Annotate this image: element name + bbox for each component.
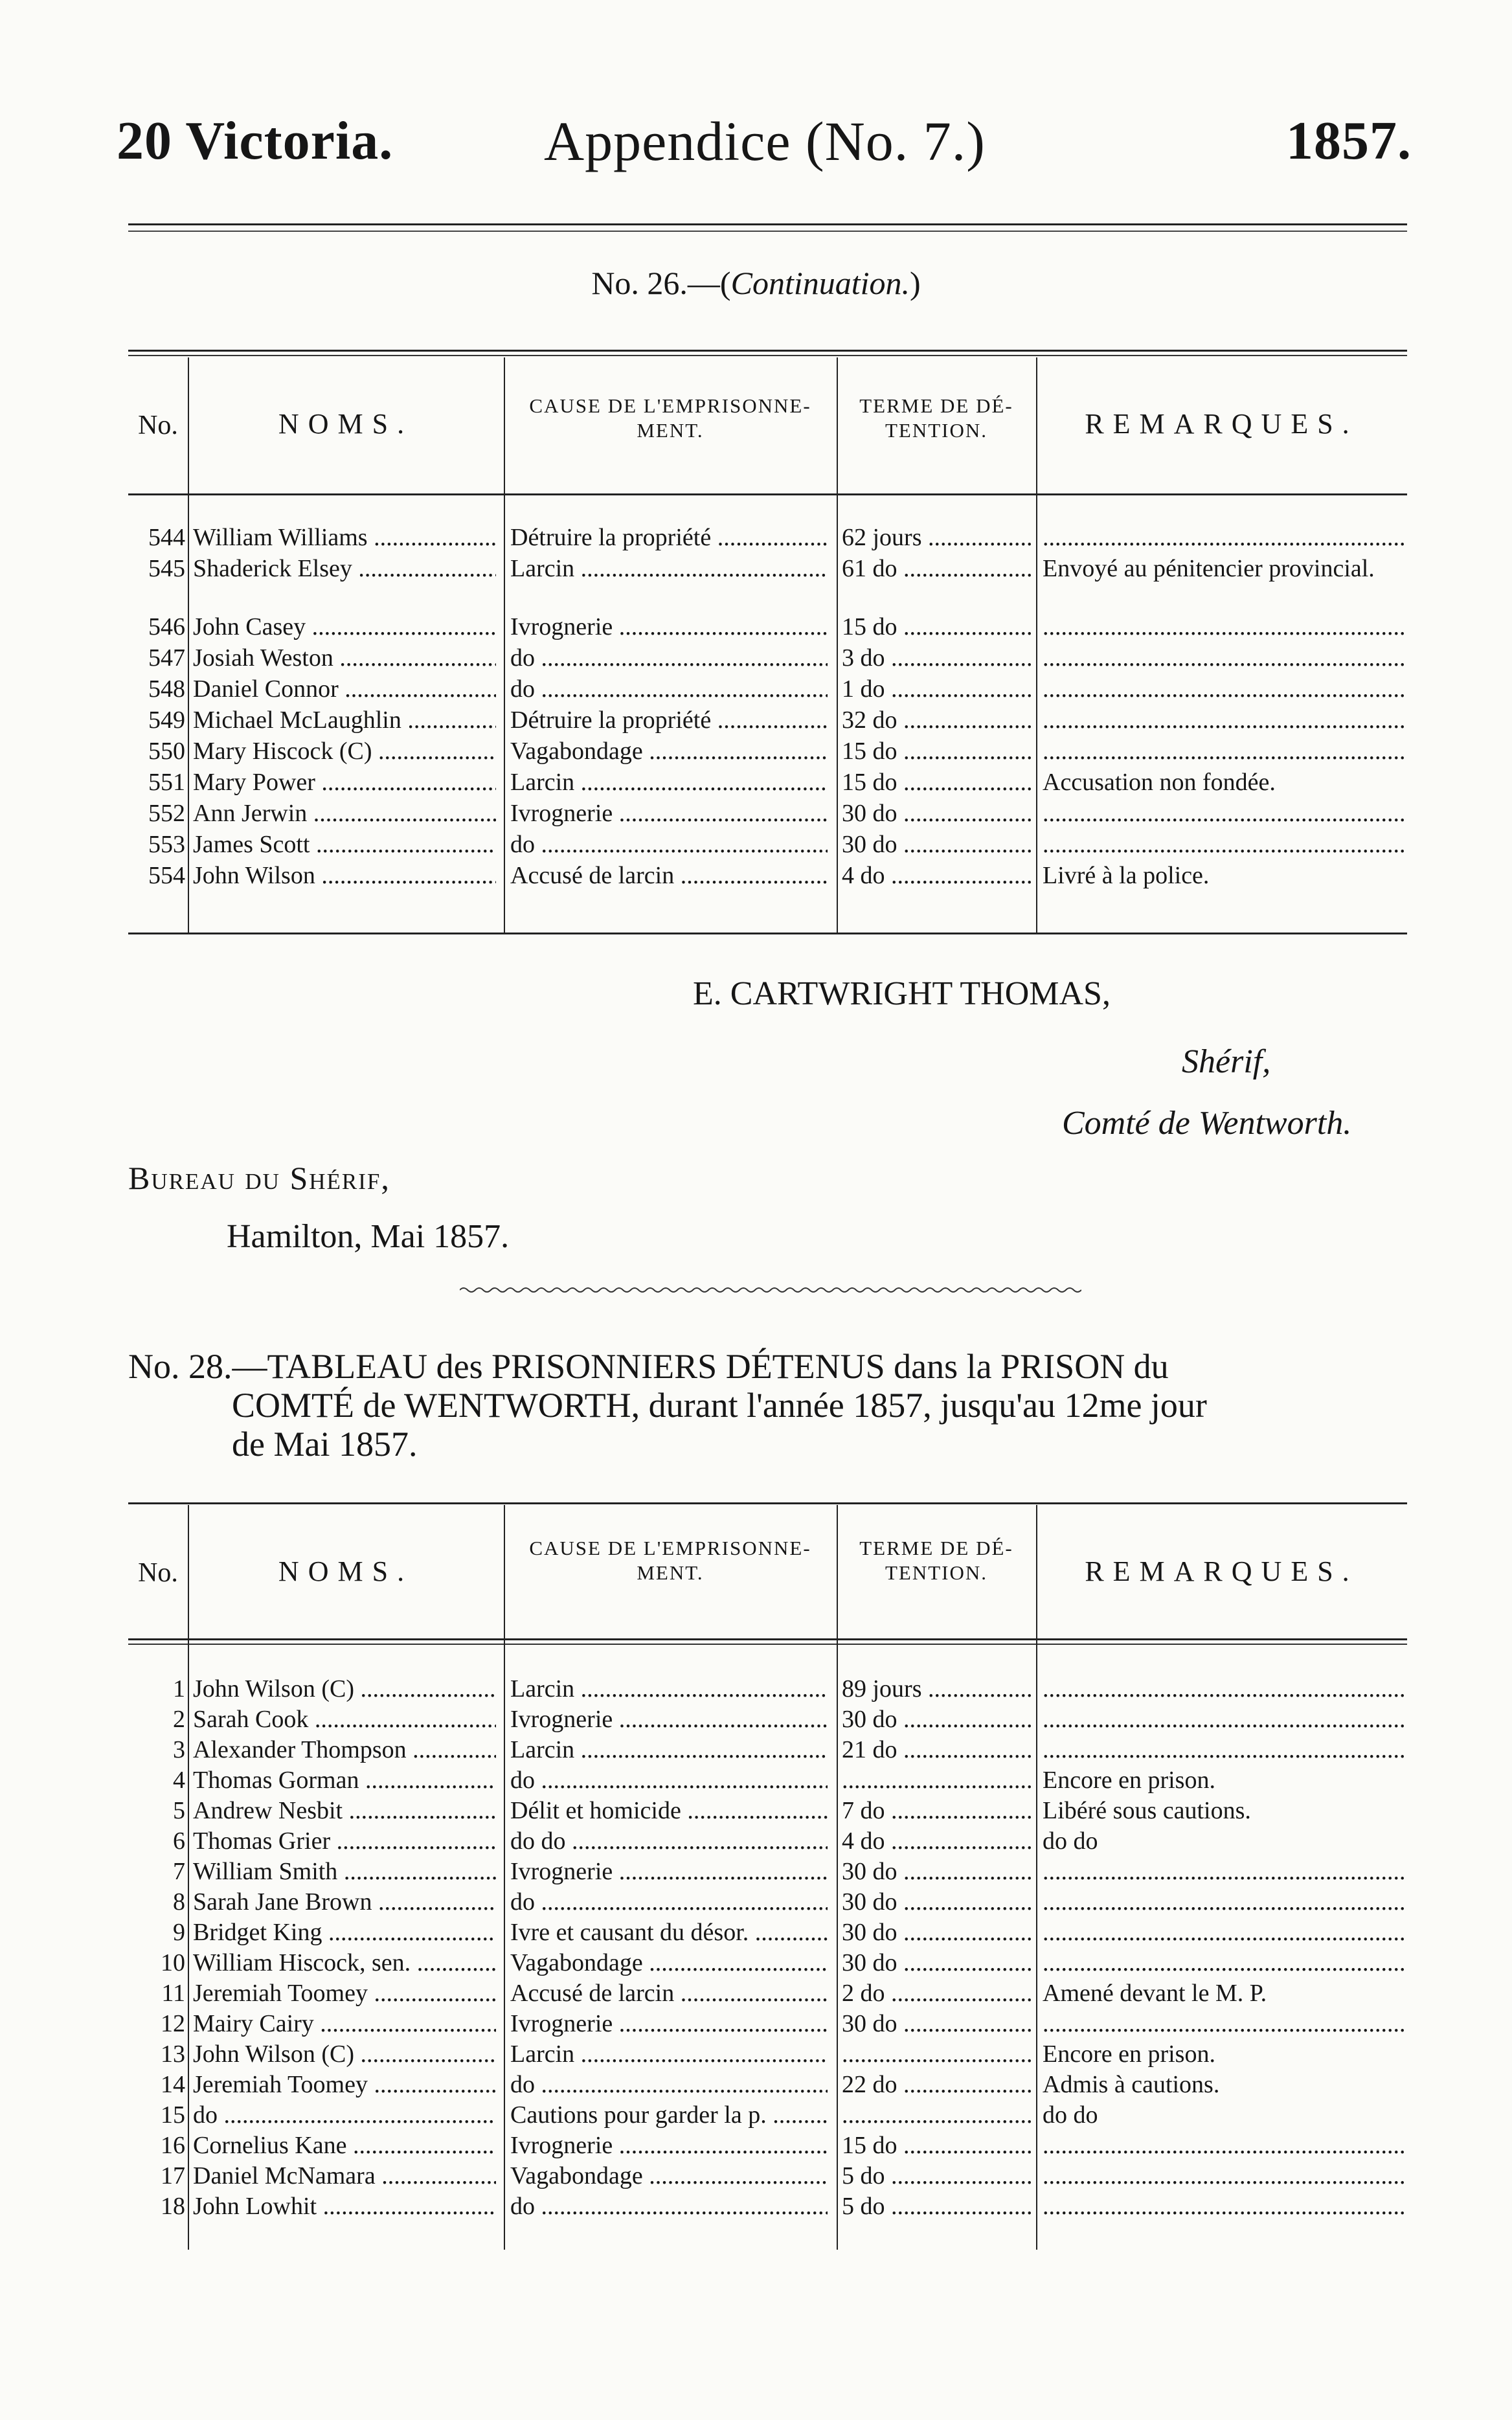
cause: do ..... — [510, 2069, 828, 2100]
term: 15 do ..... — [842, 2130, 1031, 2161]
cause: do ..... — [510, 829, 828, 860]
county-name: Comté de Wentworth. — [1062, 1105, 1352, 1142]
remark: Amené devant le M. P. — [1043, 1980, 1267, 2007]
prisoner-name: John Lowhit ..... — [193, 2191, 496, 2222]
remark — [1043, 2008, 1407, 2039]
col-header-cause-l2: MENT. — [637, 419, 704, 442]
col-header-cause — [504, 394, 837, 443]
wavy-divider — [460, 1285, 1081, 1295]
remark — [1043, 611, 1407, 642]
remark — [1043, 2160, 1407, 2191]
row-number: 11 — [161, 1980, 185, 2007]
remark — [1043, 1734, 1407, 1765]
term: 5 do ..... — [842, 2160, 1031, 2191]
remark — [1043, 642, 1407, 673]
table-row — [128, 522, 1407, 553]
term: 30 do ..... — [842, 1947, 1031, 1978]
table-row — [128, 1704, 1407, 1735]
col-header-cause-2-l2: MENT. — [637, 1561, 704, 1584]
col-header-remarques: REMARQUES. — [1085, 408, 1359, 440]
remark — [1043, 2191, 1407, 2222]
remark — [1043, 2130, 1407, 2161]
cause: do do ..... — [510, 1826, 828, 1857]
row-number: 2 — [173, 1706, 185, 1733]
term: 89 jours ..... — [842, 1673, 1031, 1704]
term: 15 do ..... — [842, 736, 1031, 767]
col-header-term — [837, 394, 1036, 443]
term — [842, 2099, 1031, 2131]
row-number: 9 — [173, 1919, 185, 1946]
row-number: 551 — [148, 769, 185, 796]
cause: Larcin ..... — [510, 2039, 828, 2070]
remark — [1043, 1917, 1407, 1948]
col-header-cause-l1: CAUSE DE L'EMPRISONNE- — [529, 394, 811, 417]
row-number: 18 — [161, 2193, 185, 2220]
table-row — [128, 1947, 1407, 1978]
term: 30 do ..... — [842, 1856, 1031, 1887]
header-appendix: Appendice (No. 7.) — [544, 110, 986, 172]
row-number: 17 — [161, 2162, 185, 2189]
table-row — [128, 642, 1407, 673]
remark — [1043, 829, 1407, 860]
term: 1 do ..... — [842, 673, 1031, 705]
prisoner-name: Andrew Nesbit ..... — [193, 1795, 496, 1826]
cause: Larcin ..... — [510, 1734, 828, 1765]
table-row — [128, 1917, 1407, 1948]
remark — [1043, 1947, 1407, 1978]
row-number: 545 — [148, 555, 185, 582]
table-row — [128, 2039, 1407, 2070]
col-header-term-2-l2: TENTION. — [885, 1561, 988, 1584]
table-no-28 — [128, 1502, 1407, 2260]
office-line-2: Hamilton, Mai 1857. — [227, 1218, 510, 1255]
table-no-26 — [128, 350, 1407, 933]
term: 61 do ..... — [842, 553, 1031, 584]
row-number: 548 — [148, 675, 185, 703]
cause: Accusé de larcin ..... — [510, 860, 828, 891]
continuation-italic: Continuation. — [730, 265, 910, 301]
col-header-term-l1: TERME DE DÉ- — [859, 394, 1013, 417]
page-header — [110, 109, 1412, 187]
term: 15 do ..... — [842, 611, 1031, 642]
table-row — [128, 553, 1407, 584]
col-header-remarques-2: REMARQUES. — [1085, 1555, 1359, 1587]
col-header-cause-2 — [504, 1536, 837, 1585]
cause: Ivrognerie ..... — [510, 1856, 828, 1887]
prisoner-name: Bridget King ..... — [193, 1917, 496, 1948]
row-number: 12 — [161, 2010, 185, 2037]
cause: Ivrognerie ..... — [510, 2130, 828, 2161]
remark — [1043, 705, 1407, 736]
prisoner-name: William Smith ..... — [193, 1856, 496, 1887]
remark — [1043, 798, 1407, 829]
term — [842, 1765, 1031, 1796]
table-row — [128, 2130, 1407, 2161]
table-28-title — [128, 1347, 1407, 1464]
table-row — [128, 611, 1407, 642]
table-row — [128, 1826, 1407, 1857]
row-number: 547 — [148, 644, 185, 672]
cause: Accusé de larcin ..... — [510, 1978, 828, 2009]
remark — [1043, 736, 1407, 767]
prisoner-name: Josiah Weston ..... — [193, 642, 496, 673]
cause: do ..... — [510, 1886, 828, 1917]
remark — [1043, 1673, 1407, 1704]
remark: do do — [1043, 2101, 1098, 2129]
prisoner-name: John Casey ..... — [193, 611, 496, 642]
col-header-term-l2: TENTION. — [885, 419, 988, 442]
row-number: 5 — [173, 1797, 185, 1824]
cause: Vagabondage ..... — [510, 736, 828, 767]
prisoner-name: Jeremiah Toomey ..... — [193, 1978, 496, 2009]
term: 32 do ..... — [842, 705, 1031, 736]
table-row — [128, 1734, 1407, 1765]
cause: Ivre et causant du désor. ..... — [510, 1917, 828, 1948]
col-header-no: No. — [138, 411, 178, 440]
row-number: 546 — [148, 613, 185, 640]
row-number: 4 — [173, 1767, 185, 1794]
row-number: 7 — [173, 1858, 185, 1885]
prisoner-name: Daniel Connor ..... — [193, 673, 496, 705]
term — [842, 2039, 1031, 2070]
header-session: 20 Victoria. — [117, 111, 394, 171]
prisoner-name: John Wilson ..... — [193, 860, 496, 891]
row-number: 553 — [148, 831, 185, 858]
row-number: 14 — [161, 2071, 185, 2098]
term: 30 do ..... — [842, 798, 1031, 829]
table-row — [128, 2160, 1407, 2191]
cause: Détruire la propriété ..... — [510, 522, 828, 553]
remark — [1043, 1886, 1407, 1917]
prisoner-name: Mairy Cairy ..... — [193, 2008, 496, 2039]
header-year: 1857. — [1286, 111, 1412, 171]
prisoner-name: Mary Hiscock (C) ..... — [193, 736, 496, 767]
row-number: 549 — [148, 707, 185, 734]
term: 30 do ..... — [842, 829, 1031, 860]
table-row — [128, 860, 1407, 891]
prisoner-name: William Hiscock, sen. ..... — [193, 1947, 496, 1978]
cause: Ivrognerie ..... — [510, 1704, 828, 1735]
term: 7 do ..... — [842, 1795, 1031, 1826]
row-number: 1 — [173, 1675, 185, 1702]
table-row — [128, 1673, 1407, 1704]
table-row — [128, 2099, 1407, 2131]
table-row — [128, 767, 1407, 798]
prisoner-name: Thomas Grier ..... — [193, 1826, 496, 1857]
cause: Larcin ..... — [510, 767, 828, 798]
term: 30 do ..... — [842, 2008, 1031, 2039]
table-28-title-l3: de Mai 1857. — [232, 1425, 418, 1464]
remark — [1043, 673, 1407, 705]
cause: Vagabondage ..... — [510, 1947, 828, 1978]
prisoner-name: Daniel McNamara ..... — [193, 2160, 496, 2191]
continuation-suffix: ) — [910, 265, 921, 301]
table-row — [128, 2069, 1407, 2100]
term: 3 do ..... — [842, 642, 1031, 673]
cause: Larcin ..... — [510, 1673, 828, 1704]
row-number: 550 — [148, 738, 185, 765]
table-row — [128, 2191, 1407, 2222]
remark: Libéré sous cautions. — [1043, 1797, 1251, 1824]
term: 4 do ..... — [842, 1826, 1031, 1857]
term: 30 do ..... — [842, 1704, 1031, 1735]
row-number: 13 — [161, 2041, 185, 2068]
header-rule-2 — [128, 231, 1407, 232]
table-row — [128, 1856, 1407, 1887]
table-row — [128, 1795, 1407, 1826]
row-number: 554 — [148, 862, 185, 889]
table-row — [128, 798, 1407, 829]
term: 30 do ..... — [842, 1886, 1031, 1917]
table-row — [128, 673, 1407, 705]
cause: Ivrognerie ..... — [510, 611, 828, 642]
cause: Ivrognerie ..... — [510, 2008, 828, 2039]
remark: Encore en prison. — [1043, 2041, 1215, 2068]
remark: Accusation non fondée. — [1043, 769, 1276, 796]
prisoner-name: do ..... — [193, 2099, 496, 2131]
remark: Livré à la police. — [1043, 862, 1210, 889]
row-number: 3 — [173, 1736, 185, 1763]
row-number: 16 — [161, 2132, 185, 2159]
remark — [1043, 1704, 1407, 1735]
prisoner-name: Alexander Thompson ..... — [193, 1734, 496, 1765]
prisoner-name: James Scott ..... — [193, 829, 496, 860]
remark: Encore en prison. — [1043, 1767, 1215, 1794]
col-header-cause-2-l1: CAUSE DE L'EMPRISONNE- — [529, 1537, 811, 1559]
table-row — [128, 829, 1407, 860]
cause: Vagabondage ..... — [510, 2160, 828, 2191]
cause: Délit et homicide ..... — [510, 1795, 828, 1826]
prisoner-name: Sarah Cook ..... — [193, 1704, 496, 1735]
cause: do ..... — [510, 642, 828, 673]
table-row — [128, 1978, 1407, 2009]
sheriff-title: Shérif, — [1182, 1043, 1271, 1080]
cause: Larcin ..... — [510, 553, 828, 584]
prisoner-name: Michael McLaughlin ..... — [193, 705, 496, 736]
prisoner-name: Shaderick Elsey ..... — [193, 553, 496, 584]
col-header-term-2 — [837, 1536, 1036, 1585]
prisoner-name: William Williams ..... — [193, 522, 496, 553]
remark: do do — [1043, 1827, 1098, 1855]
cause: Ivrognerie ..... — [510, 798, 828, 829]
prisoner-name: Mary Power ..... — [193, 767, 496, 798]
header-rule — [128, 223, 1407, 225]
prisoner-name: Thomas Gorman ..... — [193, 1765, 496, 1796]
prisoner-name: Jeremiah Toomey ..... — [193, 2069, 496, 2100]
col-header-no-2: No. — [138, 1558, 178, 1588]
remark — [1043, 1856, 1407, 1887]
col-header-term-2-l1: TERME DE DÉ- — [859, 1537, 1013, 1559]
row-number: 8 — [173, 1888, 185, 1916]
prisoner-name: John Wilson (C) ..... — [193, 1673, 496, 1704]
prisoner-name: Cornelius Kane ..... — [193, 2130, 496, 2161]
continuation-title — [0, 264, 1512, 302]
term: 30 do ..... — [842, 1917, 1031, 1948]
col-header-noms: NOMS. — [278, 408, 414, 440]
table-28-title-l1: No. 28.—TABLEAU des PRISONNIERS DÉTENUS dans la PRISON du — [128, 1347, 1169, 1386]
term: 62 jours ..... — [842, 522, 1031, 553]
remark: Admis à cautions. — [1043, 2071, 1220, 2098]
row-number: 552 — [148, 800, 185, 827]
table-28-title-l2: COMTÉ de WENTWORTH, durant l'année 1857, jusqu'au 12me jour — [232, 1386, 1207, 1425]
prisoner-name: Ann Jerwin ..... — [193, 798, 496, 829]
continuation-prefix: No. 26.—( — [591, 265, 731, 301]
row-number: 544 — [148, 524, 185, 551]
term: 15 do ..... — [842, 767, 1031, 798]
term: 22 do ..... — [842, 2069, 1031, 2100]
row-number: 10 — [161, 1949, 185, 1976]
remark: Envoyé au pénitencier provincial. — [1043, 555, 1375, 582]
table-row — [128, 2008, 1407, 2039]
office-line-1: Bureau du Shérif, — [128, 1160, 390, 1196]
row-number: 15 — [161, 2101, 185, 2129]
sheriff-name: E. CARTWRIGHT THOMAS, — [693, 975, 1111, 1012]
table-row — [128, 1765, 1407, 1796]
term: 5 do ..... — [842, 2191, 1031, 2222]
row-number: 6 — [173, 1827, 185, 1855]
prisoner-name: John Wilson (C) ..... — [193, 2039, 496, 2070]
remark — [1043, 522, 1407, 553]
table-row — [128, 736, 1407, 767]
col-header-noms-2: NOMS. — [278, 1555, 414, 1587]
term: 2 do ..... — [842, 1978, 1031, 2009]
table-row — [128, 705, 1407, 736]
cause: do ..... — [510, 673, 828, 705]
table-row — [128, 1886, 1407, 1917]
term: 4 do ..... — [842, 860, 1031, 891]
prisoner-name: Sarah Jane Brown ..... — [193, 1886, 496, 1917]
cause: do ..... — [510, 1765, 828, 1796]
term: 21 do ..... — [842, 1734, 1031, 1765]
cause: Détruire la propriété ..... — [510, 705, 828, 736]
cause: Cautions pour garder la p. ..... — [510, 2099, 828, 2131]
cause: do ..... — [510, 2191, 828, 2222]
